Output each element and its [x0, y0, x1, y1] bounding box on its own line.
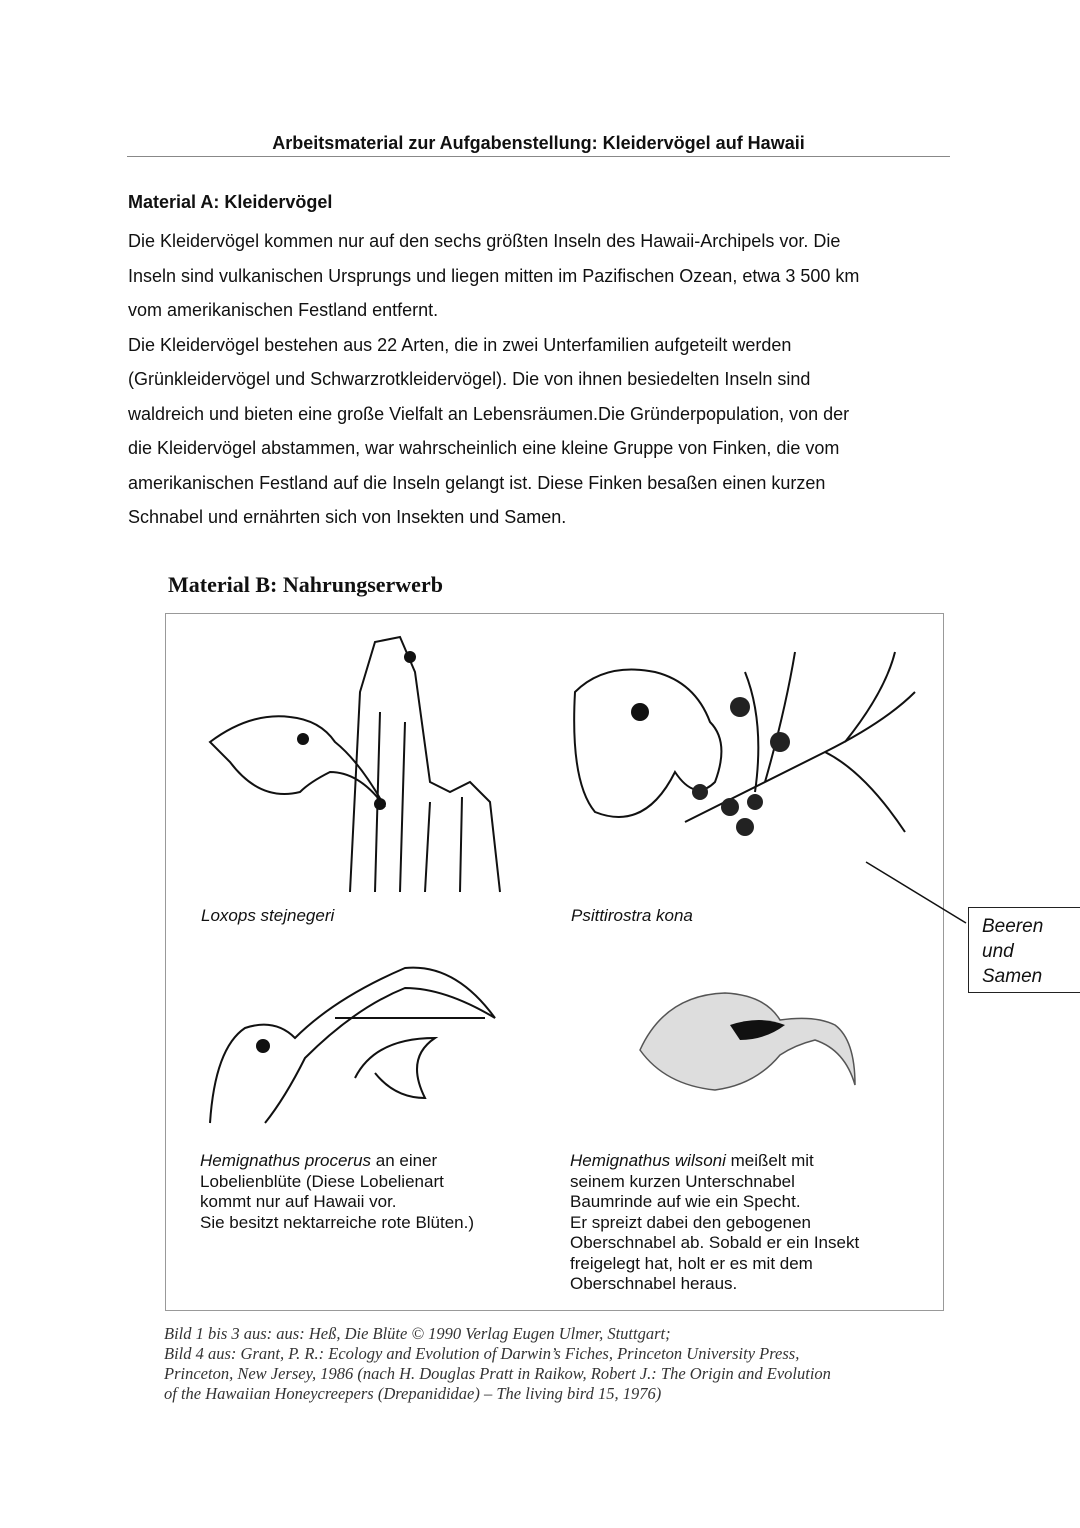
caption-line: Er spreizt dabei den gebogenen: [570, 1212, 812, 1232]
caption-line: Sie besitzt nektarreiche rote Blüten.): [200, 1212, 475, 1232]
caption-line: freigelegt hat, holt er es mit dem: [570, 1253, 813, 1273]
text-line: Inseln sind vulkanischen Ursprungs und liegen mitten im Pazifischen Ozean, etwa 3 500 km: [128, 265, 860, 286]
text-line: (Grünkleidervögel und Schwarzrotkleidervögel). Die von ihnen besiedelten Inseln sind: [128, 369, 811, 389]
credit-line: Bild 4 aus: Grant, P. R.: Ecology and Evolution of Darwin’s Fiches, Princeton University Press,: [164, 1344, 800, 1363]
label-psittirostra: Psittirostra kona: [571, 906, 693, 925]
credit-line: of the Hawaiian Honeycreepers (Drepanididae) – The living bird 15, 1976): [164, 1384, 662, 1403]
caption-line: seinem kurzen Unterschnabel: [570, 1171, 795, 1191]
page-title: Arbeitsmaterial zur Aufgabenstellung: Kleidervögel auf Hawaii: [272, 133, 805, 153]
caption-line: Oberschnabel heraus.: [570, 1274, 738, 1293]
text-line: amerikanischen Festland auf die Inseln gelangt ist. Diese Finken besaßen einen kurzen: [128, 472, 826, 493]
text-line: waldreich und bieten eine große Vielfalt an Lebensräumen.Die Gründerpopulation, von der: [128, 403, 850, 424]
species-name: Hemignathus procerus: [200, 1151, 372, 1170]
credit-line: Princeton, New Jersey, 1986 (nach H. Douglas Pratt in Raikow, Robert J.: The Origin and Evolution: [164, 1364, 831, 1383]
material-b-heading: Material B: Nahrungserwerb: [168, 572, 443, 597]
material-a-text: [128, 224, 958, 535]
callout-line: Beeren: [982, 916, 1044, 937]
credit-line: Bild 1 bis 3 aus: aus: Heß, Die Blüte © 1990 Verlag Eugen Ulmer, Stuttgart;: [164, 1324, 671, 1343]
hemignathus-procerus-illustration: [205, 958, 505, 1128]
header-divider: [127, 156, 950, 157]
species-name: Hemignathus wilsoni: [570, 1151, 726, 1170]
callout-box: [968, 907, 1080, 993]
callout-line: Samen: [982, 966, 1043, 987]
caption-hemignathus-wilsoni: [570, 1151, 859, 1295]
text-line: Schnabel und ernährten sich von Insekten und Samen.: [128, 507, 567, 527]
label-loxops: Loxops stejnegeri: [201, 906, 335, 925]
text-line: vom amerikanischen Festland entfernt.: [128, 300, 439, 320]
material-a-heading: Material A: Kleidervögel: [128, 192, 333, 212]
text-line: Die Kleidervögel bestehen aus 22 Arten, die in zwei Unterfamilien aufgeteilt werden: [128, 334, 792, 355]
caption-line: Lobelienblüte (Diese Lobelienart: [200, 1171, 444, 1191]
caption-line: kommt nur auf Hawaii vor.: [200, 1192, 397, 1211]
caption-line: Baumrinde auf wie ein Specht.: [570, 1192, 801, 1211]
caption-line: Oberschnabel ab. Sobald er ein Insekt: [570, 1233, 860, 1252]
text-line: die Kleidervögel abstammen, war wahrscheinlich eine kleine Gruppe von Finken, die vom: [128, 438, 840, 458]
psittirostra-illustration: [565, 632, 935, 852]
caption-text: an einer: [371, 1151, 438, 1170]
callout-line: und: [982, 941, 1014, 962]
loxops-illustration: [200, 632, 510, 897]
hemignathus-wilsoni-illustration: [635, 985, 865, 1095]
source-credits: [164, 1324, 831, 1404]
caption-text: meißelt mit: [725, 1151, 814, 1170]
text-line: Die Kleidervögel kommen nur auf den sechs größten Inseln des Hawaii-Archipels vor. Die: [128, 231, 841, 251]
caption-hemignathus-procerus: [200, 1151, 474, 1233]
callout-pointer: [860, 855, 970, 930]
